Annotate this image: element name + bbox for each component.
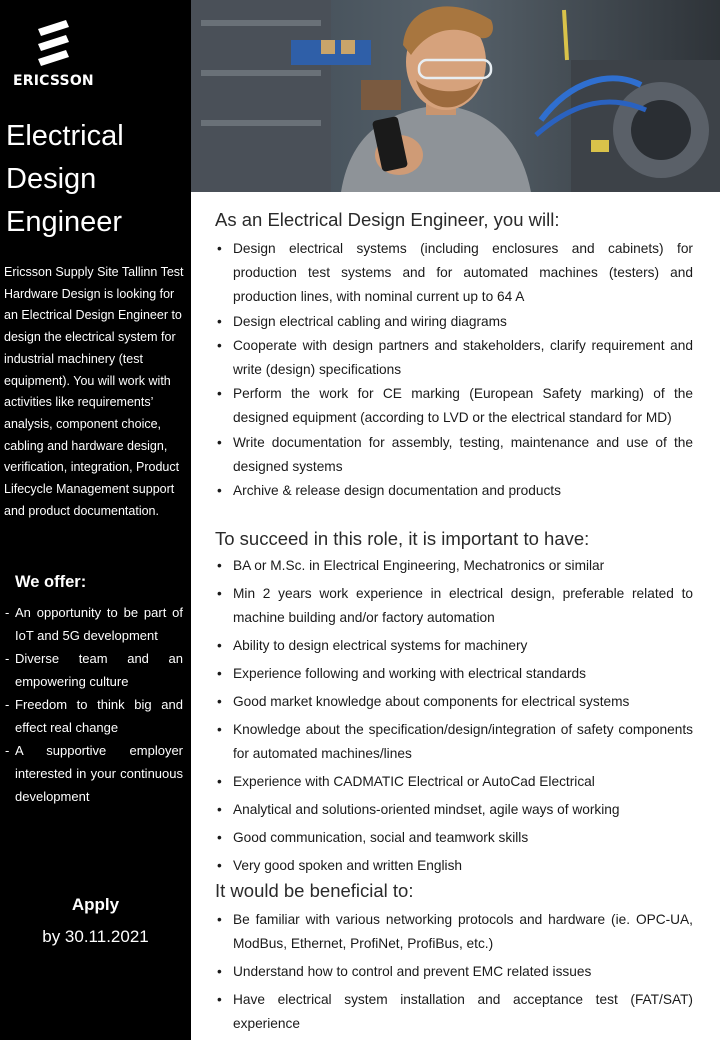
list-item: • Perform the work for CE marking (European Safety marking) of the designed equipment (according to LVD or the electrical standard for MD)	[215, 382, 693, 430]
offer-item: - An opportunity to be part of IoT and 5G development	[5, 601, 183, 647]
sidebar	[0, 0, 191, 1040]
ericsson-mark-icon	[36, 20, 72, 66]
section-title-beneficial: It would be beneficial to:	[215, 880, 414, 902]
hero-photo	[191, 0, 720, 192]
list-item: • Design electrical systems (including enclosures and cabinets) for production test systems and for automated machines (testers) and production lines, with nominal current up to 64 A	[215, 237, 693, 310]
succeed-list	[215, 554, 693, 878]
list-item: • Min 2 years work experience in electrical design, preferable related to machine building and/or factory automation	[215, 582, 693, 630]
job-title-line: Engineer	[6, 206, 123, 238]
list-item: • Experience following and working with electrical standards	[215, 662, 693, 686]
list-item: • Good market knowledge about components for electrical systems	[215, 690, 693, 714]
list-item: • Knowledge about the specification/design/integration of safety components for automated machines/lines	[215, 718, 693, 766]
apply-block	[0, 893, 191, 949]
offer-item: - Freedom to think big and effect real change	[5, 693, 183, 739]
list-item: • Analytical and solutions-oriented mindset, agile ways of working	[215, 798, 693, 822]
offer-item: - Diverse team and an empowering culture	[5, 647, 183, 693]
will-list	[215, 237, 693, 503]
apply-deadline: by 30.11.2021	[42, 927, 149, 946]
offer-item: - A supportive employer interested in your continuous development	[5, 739, 183, 808]
intro-text: Ericsson Supply Site Tallinn Test Hardware Design is looking for an Electrical Design Engineer to design the electrical system for industrial machinery (test equipment). You will work with activities like requirements’ analysis, component choice, cabling and hardware design, verification, integration, Product Lifecycle Management support and product documentation.	[4, 265, 184, 518]
ericsson-logo	[13, 20, 95, 89]
section-title-succeed: To succeed in this role, it is important to have:	[215, 528, 590, 550]
offer-list	[5, 601, 183, 808]
apply-label: Apply	[71, 895, 120, 914]
list-item: • Experience with CADMATIC Electrical or AutoCad Electrical	[215, 770, 693, 794]
offer-title: We offer:	[15, 573, 87, 591]
list-item: • Be familiar with various networking protocols and hardware (ie. OPC-UA, ModBus, Ethernet, ProfiNet, ProfiBus, etc.)	[215, 908, 693, 956]
job-title	[6, 115, 124, 244]
beneficial-list	[215, 908, 693, 1036]
engineer-with-phone-photo-icon	[191, 0, 720, 192]
list-item: • Design electrical cabling and wiring diagrams	[215, 310, 693, 334]
job-title-line: Design	[6, 163, 97, 195]
main-content	[215, 207, 693, 1040]
list-item: • Understand how to control and prevent EMC related issues	[215, 960, 693, 984]
list-item: • Cooperate with design partners and stakeholders, clarify requirement and write (design) specifications	[215, 334, 693, 382]
list-item: • Write documentation for assembly, testing, maintenance and use of the designed systems	[215, 431, 693, 479]
section-title-will: As an Electrical Design Engineer, you will:	[215, 209, 560, 230]
job-title-line: Electrical	[6, 120, 124, 152]
brand-name: ERICSSON	[13, 73, 94, 89]
list-item: • Have electrical system installation and acceptance test (FAT/SAT) experience	[215, 988, 693, 1036]
list-item: • Ability to design electrical systems for machinery	[215, 634, 693, 658]
list-item: • BA or M.Sc. in Electrical Engineering, Mechatronics or similar	[215, 554, 693, 578]
list-item: • Very good spoken and written English	[215, 854, 693, 878]
list-item: • Archive & release design documentation and products	[215, 479, 693, 503]
list-item: • Good communication, social and teamwork skills	[215, 826, 693, 850]
